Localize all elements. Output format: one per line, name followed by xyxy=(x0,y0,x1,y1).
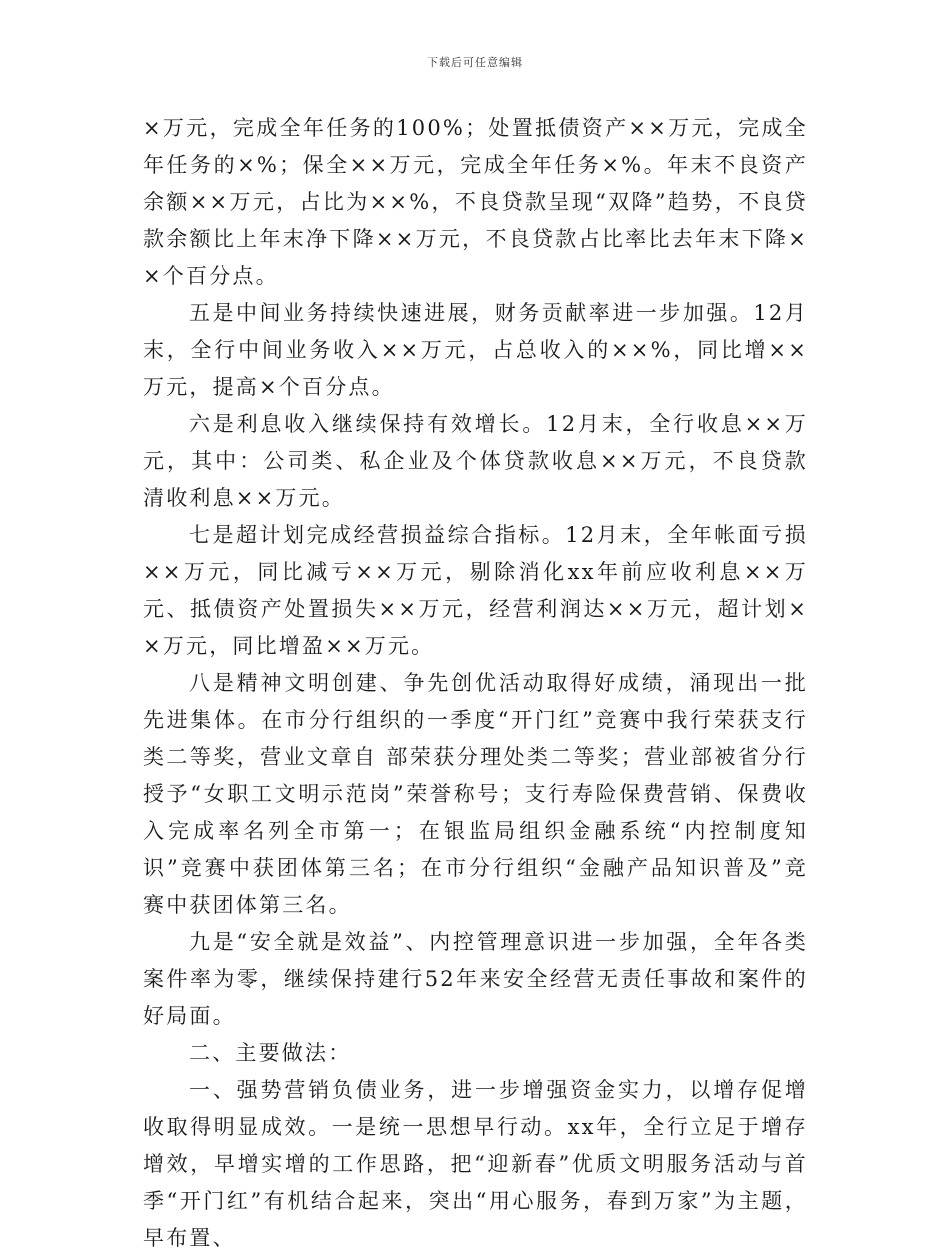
paragraph: ×万元，完成全年任务的100%；处置抵债资产××万元，完成全年任务的×%；保全××万元，完成全年任务×%。年末不良资产余额××万元，占比为××%，不良贷款呈现“双降”趋势，不良贷款余额比上年末净下降××万元，不良贷款占比率比去年末下降××个百分点。 xyxy=(143,116,808,288)
paragraph: 五是中间业务持续快速进展，财务贡献率进一步加强。12月末，全行中间业务收入××万元，占总收入的××%，同比增××万元，提高×个百分点。 xyxy=(143,301,808,399)
document-body xyxy=(143,110,808,1257)
paragraph: 八是精神文明创建、争先创优活动取得好成绩，涌现出一批先进集体。在市分行组织的一季度“开门红”竞赛中我行荣获支行类二等奖，营业文章自 部荣获分理处类二等奖；营业部被省分行授予“女职工文明示范岗”荣誉称号；支行寿险保费营销、保费收入完成率名列全市第一；在银监局组织金融系统“内控制度知识”竞赛中获团体第三名；在市分行组织“金融产品知识普及”竞赛中获团体第三名。 xyxy=(143,671,808,917)
paragraph: 一、强势营销负债业务，进一步增强资金实力，以增存促增收取得明显成效。一是统一思想早行动。xx年，全行立足于增存增效，早增实增的工作思路，把“迎新春”优质文明服务活动与首季“开门红”有机结合起来，突出“用心服务，春到万家”为主题，早布置、 xyxy=(143,1078,808,1250)
paragraph: 六是利息收入继续保持有效增长。12月末，全行收息××万元，其中：公司类、私企业及个体贷款收息××万元，不良贷款清收利息××万元。 xyxy=(143,412,808,510)
paragraph: 七是超计划完成经营损益综合指标。12月末，全年帐面亏损××万元，同比减亏××万元，剔除消化xx年前应收利息××万元、抵债资产处置损失××万元，经营利润达××万元，超计划××万元，同比增盈××万元。 xyxy=(143,523,808,658)
page-header: 下载后可任意编辑 xyxy=(427,56,523,69)
section-heading: 二、主要做法： xyxy=(189,1041,352,1065)
paragraph: 九是“安全就是效益”、内控管理意识进一步加强，全年各类案件率为零，继续保持建行52年来安全经营无责任事故和案件的好局面。 xyxy=(143,930,808,1028)
